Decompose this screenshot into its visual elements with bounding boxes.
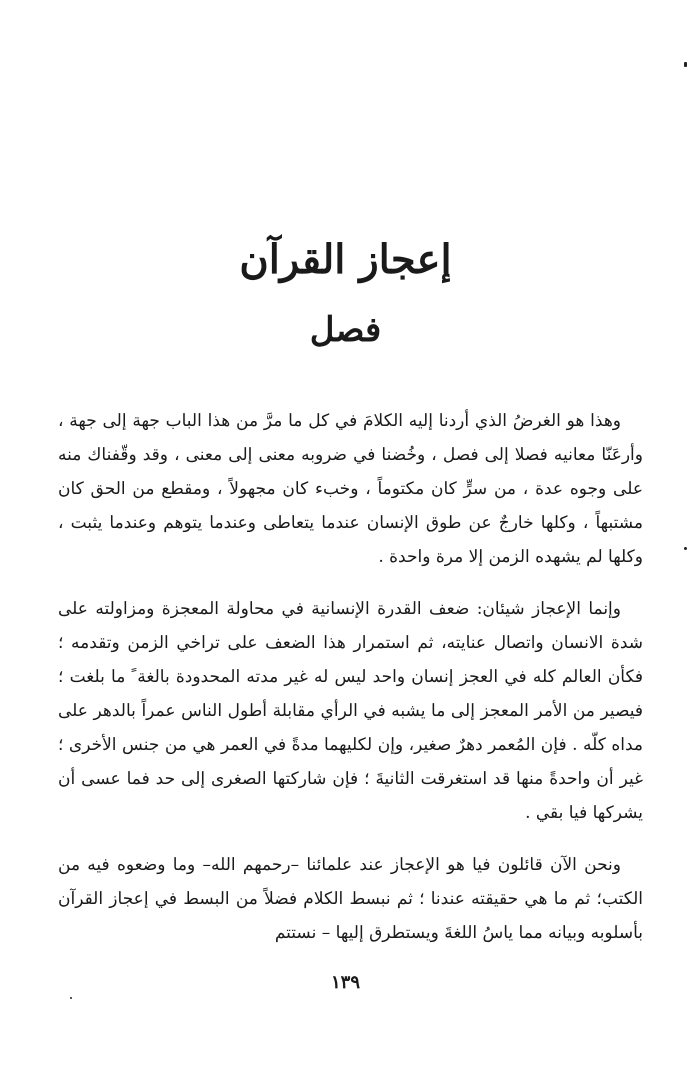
- page-number: ١٣٩: [330, 972, 360, 993]
- paragraph-2: وإنما الإعجاز شيئان: ضعف القدرة الإنسانية في محاولة المعجزة ومزاولته على شدة الانسان واتصال عنايته، ثم استمرار هذا الضعف على تراخي الزمن وتقدمه ؛ فكأن العالم كله في العجز إنسان واحد ليس له غير مدته المحدودة بالغة ً ما بلغت ؛ فيصير من الأمر المعجز إلى ما يشبه في الرأي مقابلة أطول الناس عمراً بالدهر على مداه كلّه . فإن المُعمر دهرٌ صغير، وإن لكليهما مدةً في العمر هي من جنس الأخرى ؛ غير أن واحدةً منها قد استغرقت الثانيةَ ؛ فإن شاركتها الصغرى إلى حد فما عسى أن يشركها فيا بقي .: [58, 599, 643, 823]
- book-title: إعجاز القرآن: [239, 236, 452, 283]
- paragraph-3: ونحن الآن قائلون فيا هو الإعجاز عند علمائنا –رحمهم الله– وما وضعوه فيه من الكتب؛ ثم ما هي حقيقته عندنا ؛ ثم نبسط الكلام فضلاً من البسط في إعجاز القرآن بأسلوبه وبيانه مما ياسُ اللغةَ ويستطرق إليها – نستتم: [58, 855, 643, 943]
- margin-speck: [684, 62, 687, 67]
- margin-speck: [70, 997, 72, 999]
- paragraph-1: وهذا هو الغرضُ الذي أردنا إليه الكلامَ في كل ما مرَّ من هذا الباب جهة إلى جهة ، وأرعَنّا معانيه فصلا إلى فصل ، وخُضنا في ضروبه معنى إلى معنى ، وقد وقّفناك منه على وجوه عدة ، من سرٍّ كان مكتوماً ، وخبء كان مجهولاً ، ومقطع من الحق كان مشتبهاً ، وكلها خارجٌ عن طوق الإنسان عندما يتعاطى وعندما يتوهم وعندما يثبت ، وكلها لم يشهده الزمن إلا مرة واحدة .: [58, 411, 643, 567]
- section-heading: فصل: [309, 310, 382, 350]
- body-text: [58, 404, 643, 950]
- margin-speck: [684, 547, 687, 550]
